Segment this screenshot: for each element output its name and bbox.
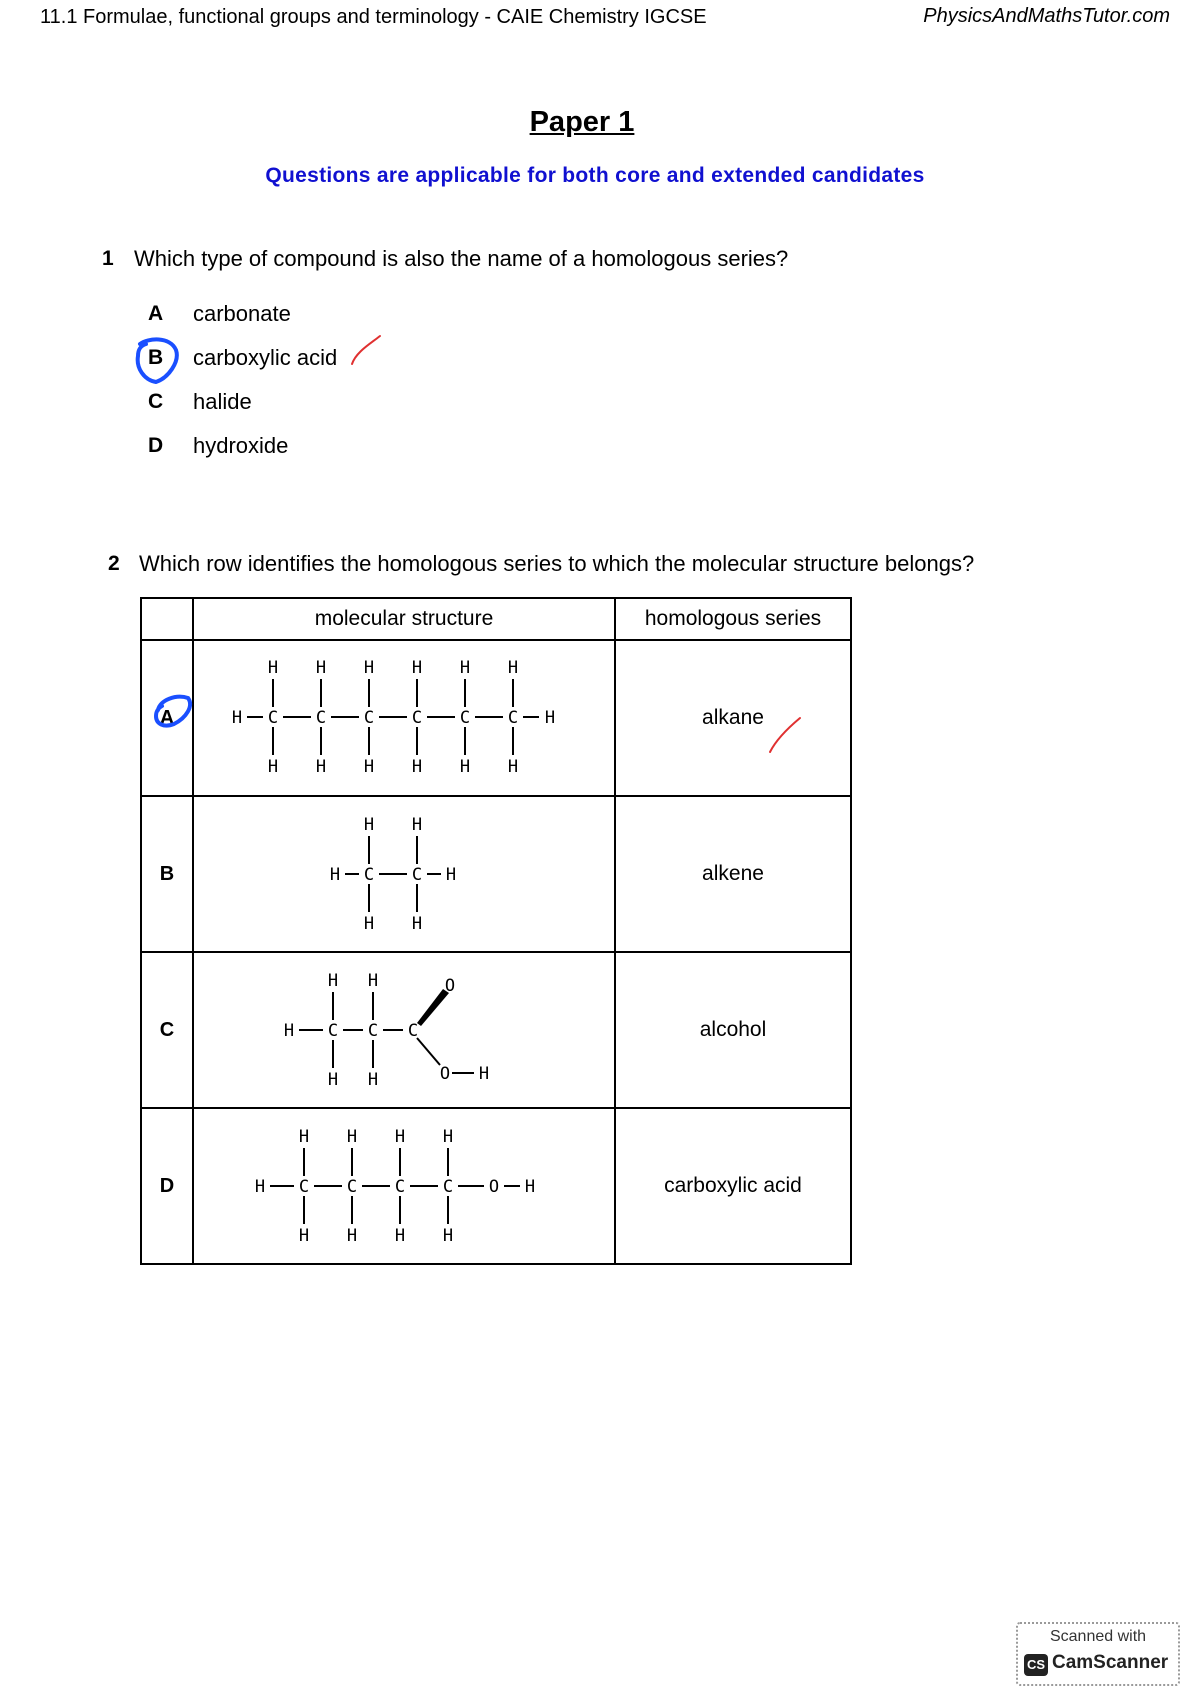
atom-c: C <box>267 708 279 728</box>
ethane-structure <box>194 797 614 951</box>
row-d-letter: D <box>141 1108 193 1264</box>
atom-h: H <box>346 1226 358 1246</box>
atom-h: H <box>327 971 339 991</box>
q1-option-a-text: carbonate <box>193 301 291 326</box>
atom-h: H <box>459 658 471 678</box>
atom-o: O <box>488 1177 500 1197</box>
atom-h: H <box>267 658 279 678</box>
atom-o: O <box>444 976 456 996</box>
answer-table <box>140 597 852 1265</box>
header-molecular-structure: molecular structure <box>193 598 615 640</box>
atom-h: H <box>507 658 519 678</box>
q1-option-a-letter: A <box>148 302 164 325</box>
row-b-structure <box>193 796 615 952</box>
atom-h: H <box>363 658 375 678</box>
q1-number: 1 <box>102 247 114 270</box>
page-header-site: PhysicsAndMathsTutor.com <box>923 5 1170 27</box>
page-header-topic: 11.1 Formulae, functional groups and terminology - CAIE Chemistry IGCSE <box>40 6 707 28</box>
atom-h: H <box>442 1226 454 1246</box>
atom-h: H <box>367 971 379 991</box>
atom-c: C <box>315 708 327 728</box>
atom-c: C <box>459 708 471 728</box>
q1-option-c-letter: C <box>148 390 164 413</box>
atom-h: H <box>346 1127 358 1147</box>
row-d-series: carboxylic acid <box>615 1108 851 1264</box>
atom-h: H <box>315 658 327 678</box>
atom-c: C <box>507 708 519 728</box>
atom-h: H <box>478 1064 490 1084</box>
atom-h: H <box>254 1177 266 1197</box>
row-b-series: alkene <box>615 796 851 952</box>
atom-h: H <box>459 757 471 777</box>
atom-h: H <box>524 1177 536 1197</box>
atom-h: H <box>363 815 375 835</box>
hexane-structure <box>194 641 614 795</box>
q1-text: Which type of compound is also the name of a homologous series? <box>134 246 789 271</box>
paper-title: Paper 1 <box>529 106 635 138</box>
badge-caption: Scanned with <box>1049 1628 1147 1645</box>
atom-h: H <box>411 815 423 835</box>
atom-c: C <box>363 865 375 885</box>
atom-h: H <box>394 1127 406 1147</box>
q2-number: 2 <box>108 552 120 575</box>
atom-h: H <box>283 1021 295 1041</box>
row-c-structure <box>193 952 615 1108</box>
table-row <box>141 1108 851 1264</box>
atom-h: H <box>298 1226 310 1246</box>
atom-h: H <box>367 1070 379 1090</box>
atom-c: C <box>411 865 423 885</box>
atom-c: C <box>346 1177 358 1197</box>
butanol-structure <box>194 1109 614 1263</box>
table-row <box>141 796 851 952</box>
atom-h: H <box>445 865 457 885</box>
atom-h: H <box>329 865 341 885</box>
paper-subtitle: Questions are applicable for both core and extended candidates <box>265 164 925 187</box>
atom-h: H <box>363 757 375 777</box>
atom-c: C <box>363 708 375 728</box>
row-c-letter: C <box>141 952 193 1108</box>
q2-text: Which row identifies the homologous series to which the molecular structure belongs? <box>139 551 975 576</box>
atom-c: C <box>327 1021 339 1041</box>
q1-option-d-text: hydroxide <box>193 433 289 458</box>
atom-h: H <box>411 757 423 777</box>
row-c-series: alcohol <box>615 952 851 1108</box>
atom-h: H <box>507 757 519 777</box>
propanoic-acid-structure <box>194 953 614 1107</box>
table-row <box>141 952 851 1108</box>
atom-h: H <box>411 658 423 678</box>
atom-c: C <box>411 708 423 728</box>
q1-option-b-text: carboxylic acid <box>193 345 338 370</box>
badge-brand: CamScanner <box>1052 1652 1169 1673</box>
header-blank-cell <box>141 598 193 640</box>
atom-h: H <box>363 914 375 934</box>
row-a-letter: A <box>141 640 193 796</box>
table-header-row <box>141 598 851 640</box>
atom-h: H <box>327 1070 339 1090</box>
atom-c: C <box>367 1021 379 1041</box>
camscanner-badge <box>1016 1622 1180 1686</box>
atom-c: C <box>394 1177 406 1197</box>
atom-c: C <box>442 1177 454 1197</box>
atom-h: H <box>231 708 243 728</box>
atom-h: H <box>394 1226 406 1246</box>
atom-h: H <box>544 708 556 728</box>
atom-c: C <box>298 1177 310 1197</box>
q1-option-b-letter: B <box>148 346 164 369</box>
camscanner-logo-icon: CS <box>1024 1654 1048 1676</box>
atom-h: H <box>315 757 327 777</box>
header-homologous-series: homologous series <box>615 598 851 640</box>
atom-h: H <box>411 914 423 934</box>
atom-h: H <box>442 1127 454 1147</box>
atom-c: C <box>407 1021 419 1041</box>
atom-h: H <box>298 1127 310 1147</box>
tick-mark-q1 <box>352 336 380 364</box>
table-row <box>141 640 851 796</box>
q1-option-c-text: halide <box>193 389 252 414</box>
row-a-structure <box>193 640 615 796</box>
row-d-structure <box>193 1108 615 1264</box>
row-a-series: alkane <box>615 640 851 796</box>
atom-h: H <box>267 757 279 777</box>
row-b-letter: B <box>141 796 193 952</box>
atom-o: O <box>439 1064 451 1084</box>
q1-option-d-letter: D <box>148 434 164 457</box>
